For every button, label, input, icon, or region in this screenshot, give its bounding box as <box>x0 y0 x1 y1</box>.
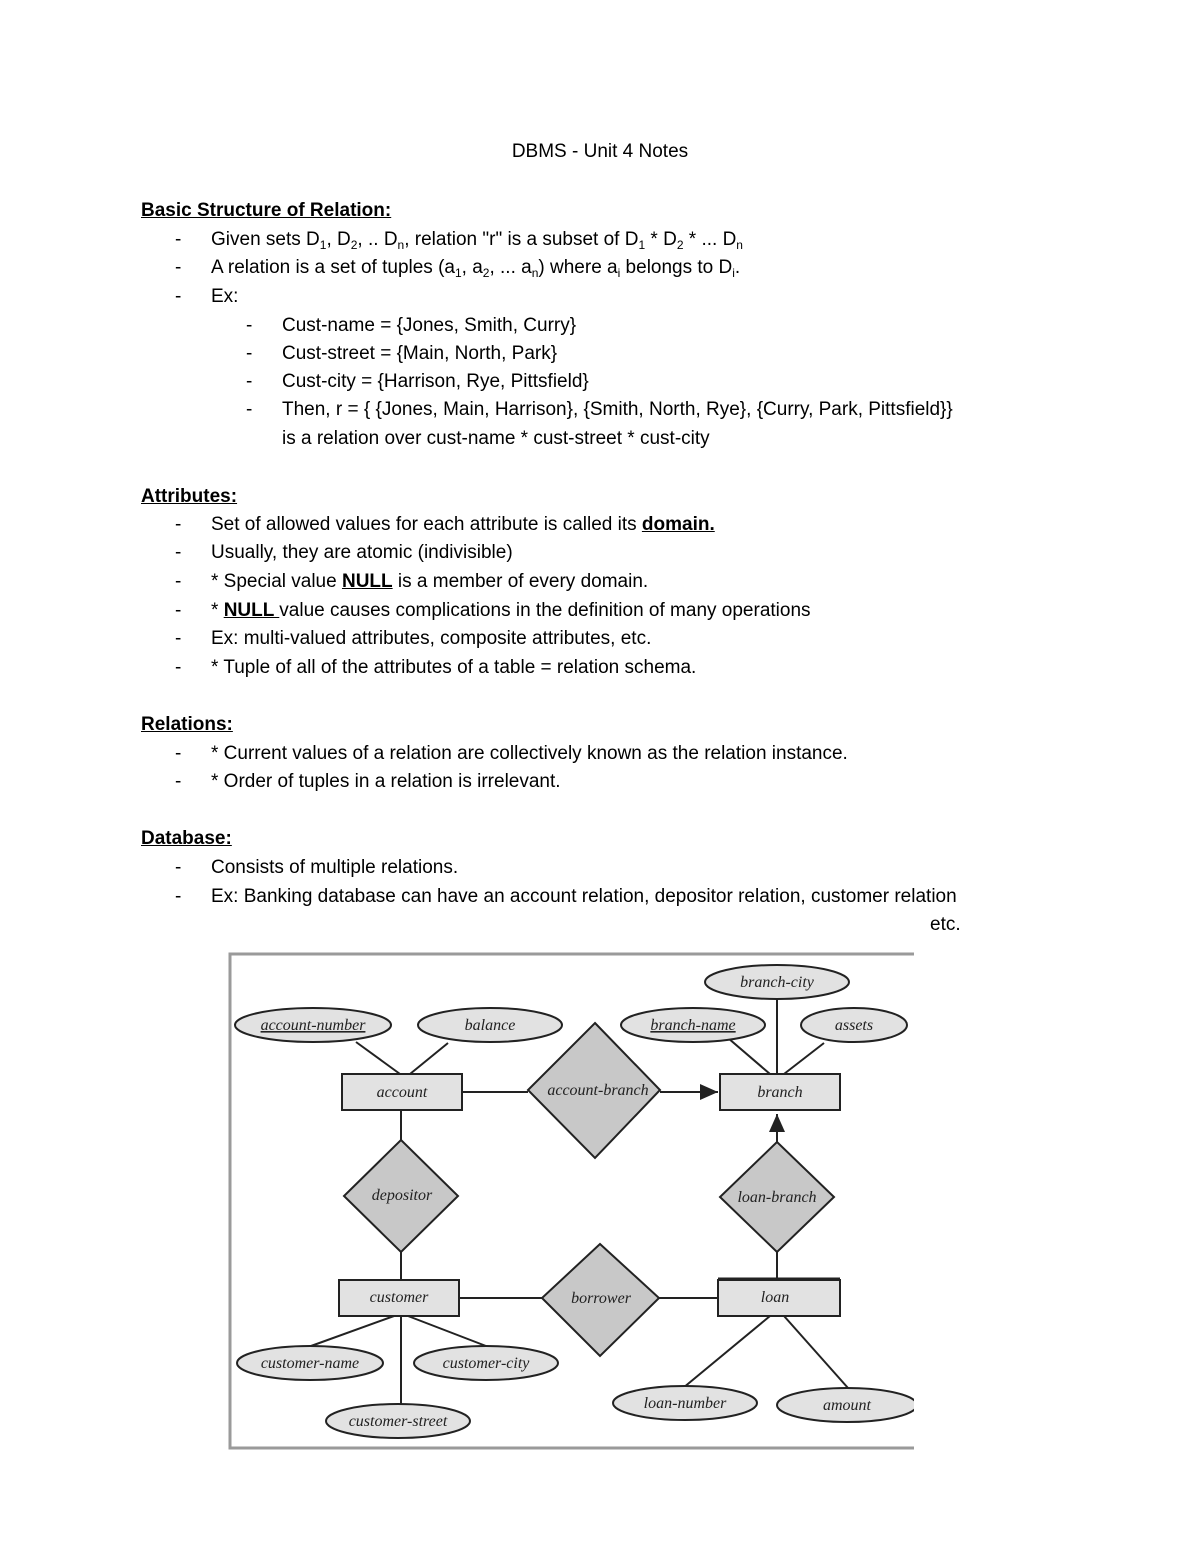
bullet-dash: - <box>246 371 253 392</box>
branch-city-attribute <box>705 965 849 999</box>
attributes-line-5: Ex: multi-valued attributes, composite attributes, etc. <box>211 628 652 649</box>
customer-city-attribute <box>414 1346 558 1380</box>
svg-text:depositor: depositor <box>371 1187 433 1204</box>
attributes-line-2: Usually, they are atomic (indivisible) <box>211 542 513 563</box>
branch-entity <box>720 1074 840 1110</box>
bullet-dash: - <box>246 315 253 336</box>
svg-text:account-number: account-number <box>260 1017 366 1034</box>
svg-text:branch-city: branch-city <box>740 974 814 991</box>
bullet-dash: - <box>175 886 182 907</box>
bullet-dash: - <box>175 286 182 307</box>
svg-text:balance: balance <box>464 1017 516 1034</box>
svg-text:account: account <box>376 1084 428 1101</box>
example-line-4: Then, r = { {Jones, Main, Harrison}, {Smith, North, Rye}, {Curry, Park, Pittsfield}} <box>282 399 953 420</box>
basic-line-1: Given sets $D_1$, $D_2$, .. $D_n$, relation "r" is a subset of $D_1 * D_2$ * ... $D_n$ <box>211 229 743 252</box>
svg-text:loan: loan <box>760 1289 790 1306</box>
account-number-attribute <box>235 1008 391 1042</box>
basic-line-3: Ex: <box>211 286 239 307</box>
bullet-dash: - <box>246 399 253 420</box>
bullet-dash: - <box>175 628 182 649</box>
bullet-dash: - <box>175 229 182 250</box>
svg-text:customer-city: customer-city <box>442 1355 530 1372</box>
svg-text:borrower: borrower <box>571 1290 631 1307</box>
bullet-dash: - <box>175 657 182 678</box>
heading-attributes: Attributes: <box>141 486 238 507</box>
bullet-dash: - <box>175 542 182 563</box>
customer-name-attribute <box>237 1346 383 1380</box>
example-line-3: Cust-city = {Harrison, Rye, Pittsfield} <box>282 371 589 392</box>
assets-attribute <box>801 1008 907 1042</box>
loan-number-attribute <box>613 1386 757 1420</box>
attributes-line-6: * Tuple of all of the attributes of a table = relation schema. <box>211 657 697 678</box>
page-title: DBMS - Unit 4 Notes <box>511 141 689 162</box>
svg-text:customer-street: customer-street <box>348 1413 448 1430</box>
heading-database: Database: <box>141 828 232 849</box>
account-entity <box>342 1074 462 1110</box>
svg-text:customer-name: customer-name <box>260 1355 360 1372</box>
database-line-2: Ex: Banking database can have an account relation, depositor relation, customer relation <box>211 886 957 907</box>
amount-attribute <box>777 1388 914 1422</box>
attributes-line-1: Set of allowed values for each attribute is called its domain. <box>211 514 715 535</box>
bullet-dash: - <box>175 743 182 764</box>
balance-attribute <box>418 1008 562 1042</box>
example-line-1: Cust-name = {Jones, Smith, Curry} <box>282 315 577 336</box>
database-line-1: Consists of multiple relations. <box>211 857 459 878</box>
example-line-2: Cust-street = {Main, North, Park} <box>282 343 558 364</box>
svg-text:amount: amount <box>823 1397 871 1414</box>
database-line-2-cont: etc. <box>930 914 961 935</box>
svg-text:branch: branch <box>757 1084 803 1101</box>
heading-relations: Relations: <box>141 714 233 735</box>
svg-text:loan-number: loan-number <box>643 1395 727 1412</box>
basic-line-2: A relation is a set of tuples ($a_1$, $a_2$, ... $a_n$) where $a_i$ belongs to $D_i$. <box>211 257 741 280</box>
heading-basic-structure: Basic Structure of Relation: <box>141 200 392 221</box>
relations-line-1: * Current values of a relation are collectively known as the relation instance. <box>211 743 848 764</box>
relations-line-2: * Order of tuples in a relation is irrelevant. <box>211 771 561 792</box>
bullet-dash: - <box>175 857 182 878</box>
bullet-dash: - <box>175 600 182 621</box>
svg-text:account-branch: account-branch <box>547 1082 649 1099</box>
bullet-dash: - <box>175 571 182 592</box>
svg-text:assets: assets <box>834 1017 874 1034</box>
bullet-dash: - <box>175 514 182 535</box>
bullet-dash: - <box>175 257 182 278</box>
branch-name-attribute <box>621 1008 765 1042</box>
svg-text:loan-branch: loan-branch <box>737 1189 817 1206</box>
customer-street-attribute <box>326 1404 470 1438</box>
svg-text:branch-name: branch-name <box>650 1017 736 1034</box>
er-diagram <box>228 952 914 1450</box>
bullet-dash: - <box>175 771 182 792</box>
attributes-line-3: * Special value NULL is a member of every domain. <box>211 571 649 592</box>
customer-entity <box>339 1280 459 1316</box>
svg-text:customer: customer <box>369 1289 429 1306</box>
bullet-dash: - <box>246 343 253 364</box>
loan-entity <box>718 1279 840 1316</box>
attributes-line-4: * NULL value causes complications in the definition of many operations <box>211 600 811 621</box>
example-line-4-cont: is a relation over cust-name * cust-street * cust-city <box>282 428 710 449</box>
